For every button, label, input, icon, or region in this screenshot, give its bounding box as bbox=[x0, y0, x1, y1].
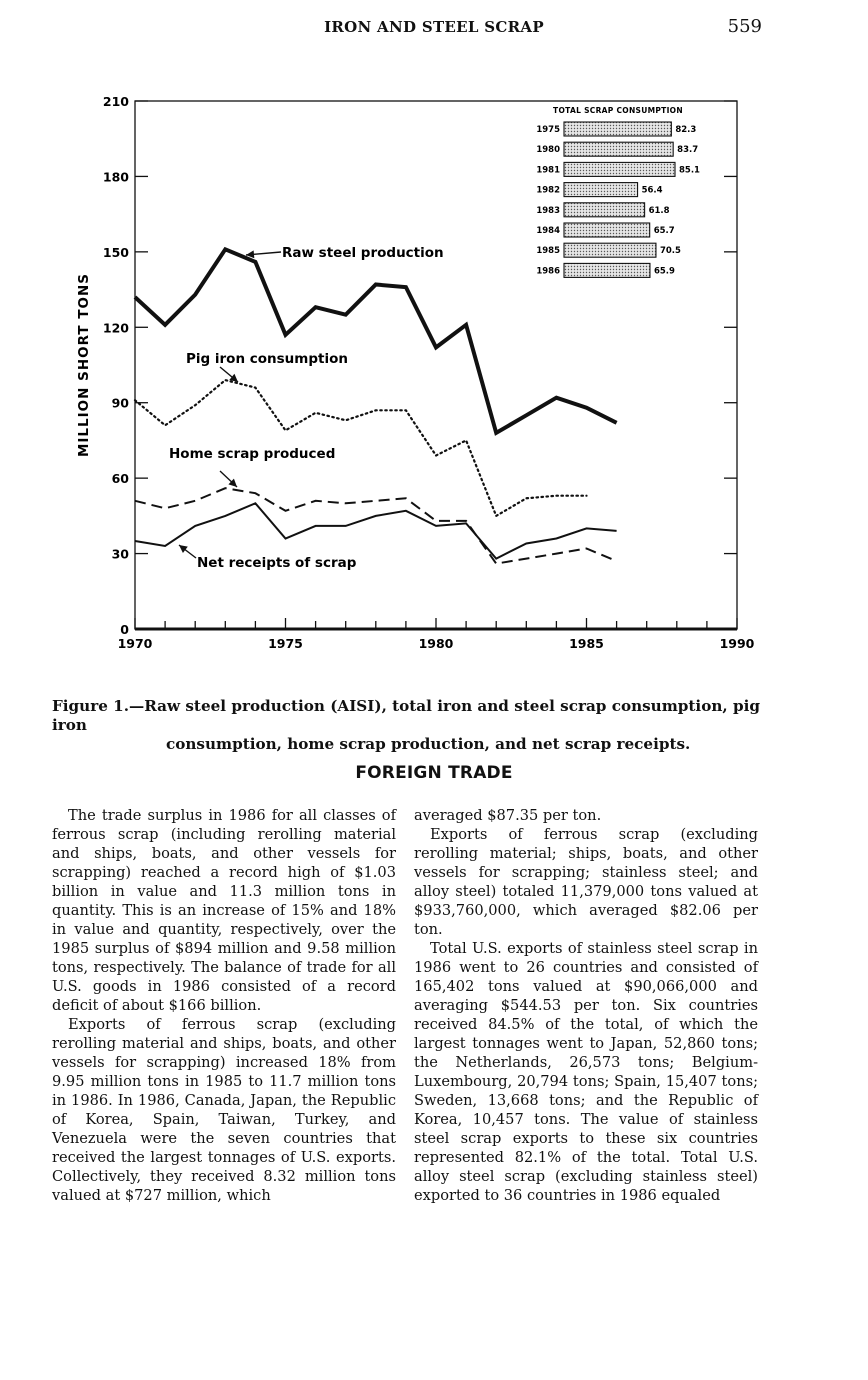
inset-bar bbox=[564, 263, 650, 277]
annotation-label: Home scrap produced bbox=[169, 446, 336, 462]
series-line-net-receipts-of-scrap bbox=[135, 503, 617, 558]
inset-category-label: 1984 bbox=[536, 226, 560, 236]
inset-bar bbox=[564, 162, 675, 176]
annotation-label: Pig iron consumption bbox=[186, 351, 348, 367]
inset-title: TOTAL SCRAP CONSUMPTION bbox=[553, 106, 683, 115]
y-axis-label: MILLION SHORT TONS bbox=[76, 272, 92, 458]
y-tick-label: 90 bbox=[111, 395, 129, 411]
inset-bar-chart bbox=[536, 106, 700, 277]
annotation-layer bbox=[169, 245, 444, 571]
y-tick-label: 180 bbox=[102, 169, 129, 185]
y-tick-label: 60 bbox=[111, 471, 129, 487]
paragraph: The trade surplus in 1986 for all classes of ferrous scrap (including rerolling material and ships, boats, and other vessels for scrapping) reached a record high of $1.03 billion in value and 11.3 million tons in quantity. This is an increase of 15% and 18% in value and quantity, respectively, over the 1985 surplus of $894 million and 9.58 million tons, respectively. The balance of trade for all U.S. goods in 1986 consisted of a record deficit of about $166 billion. bbox=[52, 807, 396, 1014]
figure-caption bbox=[52, 697, 764, 754]
page-number: 559 bbox=[727, 16, 762, 37]
inset-category-label: 1986 bbox=[536, 266, 560, 277]
inset-value-label: 65.9 bbox=[653, 266, 675, 277]
inset-value-label: 56.4 bbox=[641, 185, 663, 196]
inset-bar bbox=[564, 203, 645, 217]
caption-line-2: consumption, home scrap production, and net scrap receipts. bbox=[166, 735, 691, 753]
paragraph: Exports of ferrous scrap (excluding rerolling material and ships, boats, and other vessels for scrapping) increased 18% from 9.95 million tons in 1985 to 11.7 million tons in 1986. In 1986, Canada, Japan, the Republic of Korea, Spain, Taiwan, Turkey, and Venezuela were the seven countries that received the largest tonnages of U.S. exports. Collectively, they received 8.32 million tons valued at $727 million, which bbox=[52, 1016, 396, 1204]
x-tick-label: 1985 bbox=[569, 636, 604, 651]
series-line-raw-steel-production bbox=[135, 249, 617, 433]
y-tick-label: 0 bbox=[120, 622, 129, 637]
inset-value-label: 85.1 bbox=[679, 165, 700, 176]
annotation-label: Net receipts of scrap bbox=[197, 555, 357, 571]
inset-value-label: 82.3 bbox=[675, 125, 697, 135]
paragraph: Total U.S. exports of stainless steel scrap in 1986 went to 26 countries and consisted of 165,402 tons valued at $90,066,000 and averaging $544.53 per ton. Six countries received 84.5% of the total, of which the largest tonnages went to Japan, 52,860 tons; the Netherlands, 26,573 tons; Belgium-Luxembourg, 20,794 tons; Spain, 15,407 tons; Sweden, 13,668 tons; and the Republic of Korea, 10,457 tons. The value of stainless steel scrap exports to these six countries represented 82.1% of the total. Total U.S. alloy steel scrap (excluding stainless steel) exported to 36 countries in 1986 equaled bbox=[414, 940, 758, 1204]
inset-value-label: 83.7 bbox=[677, 145, 699, 156]
page-header bbox=[0, 18, 868, 42]
y-tick-label: 150 bbox=[102, 244, 129, 260]
body-column-left bbox=[52, 806, 396, 1205]
inset-category-label: 1975 bbox=[536, 125, 560, 135]
x-tick-label: 1975 bbox=[268, 636, 303, 651]
y-tick-label: 120 bbox=[102, 320, 129, 336]
inset-category-label: 1981 bbox=[536, 165, 560, 176]
inset-bar bbox=[564, 183, 638, 197]
x-axis-ticks bbox=[118, 618, 755, 651]
series-layer bbox=[135, 249, 617, 563]
annotation-arrow-head bbox=[179, 545, 188, 553]
inset-category-label: 1980 bbox=[536, 145, 560, 156]
series-line-home-scrap-produced bbox=[135, 488, 617, 563]
section-heading: FOREIGN TRADE bbox=[355, 763, 513, 783]
paragraph: averaged $87.35 per ton. bbox=[414, 807, 602, 824]
y-tick-label: 30 bbox=[111, 546, 129, 562]
inset-value-label: 70.5 bbox=[659, 246, 681, 257]
annotation-label: Raw steel production bbox=[282, 245, 444, 261]
inset-bar bbox=[564, 223, 650, 237]
caption-line-1: Figure 1.—Raw steel production (AISI), total iron and steel scrap consumption, pig iron bbox=[52, 697, 760, 734]
inset-value-label: 65.7 bbox=[653, 226, 675, 236]
y-tick-label: 210 bbox=[102, 94, 129, 109]
inset-bar bbox=[564, 122, 671, 136]
x-tick-label: 1990 bbox=[719, 636, 755, 651]
inset-bar bbox=[564, 243, 656, 257]
running-title: IRON AND STEEL SCRAP bbox=[324, 18, 544, 36]
inset-category-label: 1982 bbox=[536, 185, 560, 196]
inset-bar bbox=[564, 142, 673, 156]
x-tick-label: 1970 bbox=[117, 636, 153, 651]
x-tick-label: 1980 bbox=[418, 636, 454, 651]
inset-value-label: 61.8 bbox=[648, 205, 670, 216]
figure-1-chart bbox=[60, 88, 780, 663]
paragraph: Exports of ferrous scrap (excluding rerolling material; ships, boats, and other vessels for scrapping; stainless steel; and alloy steel) totaled 11,379,000 tons valued at $933,760,000, which averaged $82.06 per ton. bbox=[414, 826, 758, 938]
body-column-right bbox=[414, 806, 758, 1205]
inset-category-label: 1985 bbox=[536, 246, 560, 257]
inset-category-label: 1983 bbox=[536, 205, 560, 216]
